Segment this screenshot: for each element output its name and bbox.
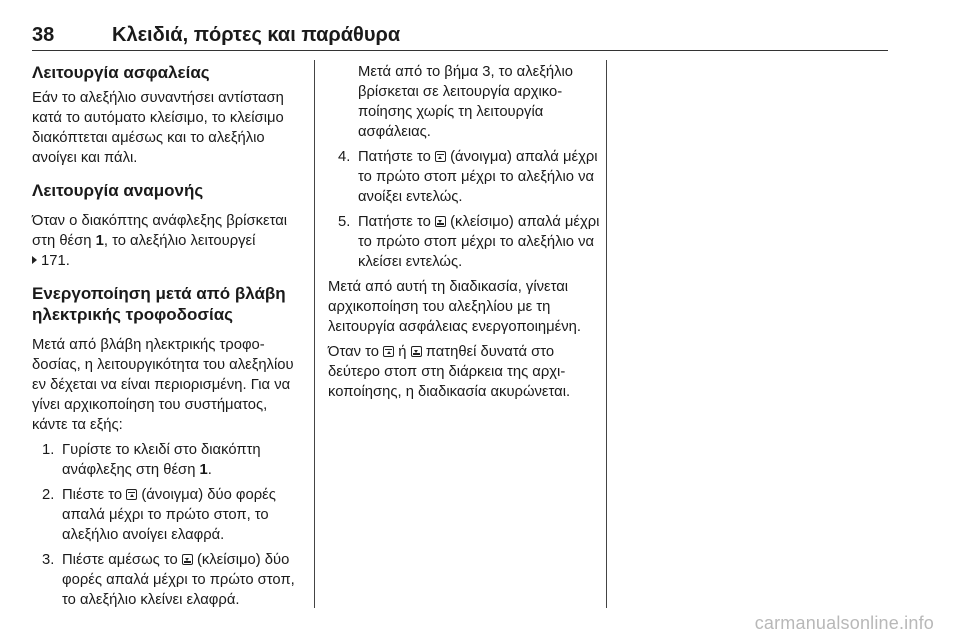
steps-list-continued [328, 147, 600, 272]
chapter-title: Κλειδιά, πόρτες και παράθυρα [112, 24, 401, 46]
list-item: 5. Πατήστε το (κλείσιμο) απαλά μέχρι το πρώτο στοπ μέχρι το αλεξήλιο να κλείσει εντελώς. [338, 214, 600, 270]
sunroof-open-icon [435, 151, 446, 162]
ignition-position: 1 [95, 233, 104, 249]
after-procedure-paragraph: Μετά από αυτή τη διαδικασία, γίνεται αρχικοποίηση του αλεξηλίου με τη λειτουργία ασφάλειας ενεργοποιημένη. [328, 279, 581, 335]
left-column [32, 62, 302, 615]
continuation-paragraph: Μετά από το βήμα 3, το αλεξήλιο βρίσκεται σε λειτουργία αρχικοποίησης χωρίς τη λειτουργία ασφάλειας. [358, 64, 573, 140]
list-item: 2. Πιέστε το (άνοιγμα) δύο φορές απαλά μέχρι το πρώτο στοπ, το αλεξήλιο ανοίγει ελαφρά. [42, 487, 276, 543]
list-item: 1. Γυρίστε το κλειδί στο διακόπτη ανάφλεξης στη θέση 1. [42, 442, 261, 478]
column-divider [314, 60, 315, 608]
list-item: 4. Πατήστε το (άνοιγμα) απαλά μέχρι το πρώτο στοπ μέχρι το αλεξήλιο να ανοίξει εντελώς. [338, 149, 598, 205]
steps-list [32, 440, 302, 610]
sunroof-close-icon [435, 216, 446, 227]
sunroof-close-icon [182, 554, 193, 565]
activation-paragraph: Μετά από βλάβη ηλεκτρικής τροφοδοσίας, η λειτουργικότητα του αλεξηλίου εν δέχεται να είναι περιορισμένη. Για να γίνει αρχικοποίηση του συστήματος, κάντε τα εξής: [32, 337, 294, 433]
list-item: 3. Πιέστε αμέσως το (κλείσιμο) δύο φορές απαλά μέχρι το πρώτο στοπ, το αλεξήλιο κλείνει ελαφρά. [42, 552, 295, 608]
standby-paragraph: Όταν ο διακόπτης ανάφλεξης βρίσκεται στη θέση 1, το αλεξήλιο λειτουργεί 171. [32, 213, 288, 269]
safety-paragraph: Εάν το αλεξήλιο συναντήσει αντίσταση κατά το αυτόματο κλείσιμο, το κλείσιμο διακόπτεται αμέσως και το αλεξήλιο ανοίγει και πάλι. [32, 90, 284, 166]
sunroof-open-icon [126, 489, 137, 500]
middle-column [328, 62, 600, 402]
watermark: carmanualsonline.info [754, 613, 934, 633]
page-header [32, 24, 888, 51]
section-heading-activation: Ενεργοποίηση μετά από βλάβη ηλεκτρικής τροφοδοσίας [32, 284, 286, 324]
section-heading-safety: Λειτουργία ασφαλείας [32, 63, 210, 82]
page-reference: 171. [41, 253, 70, 269]
sunroof-open-icon [383, 346, 394, 357]
page-reference-icon [32, 256, 37, 264]
section-heading-standby: Λειτουργία αναμονής [32, 181, 204, 200]
abort-paragraph: Όταν το ή πατηθεί δυνατά στο δεύτερο στοπ στη διάρκεια της αρχικοποίησης, η διαδικασία ακυρώνεται. [328, 344, 571, 400]
sunroof-close-icon [411, 346, 422, 357]
page-number: 38 [32, 24, 55, 46]
column-divider [606, 60, 607, 608]
